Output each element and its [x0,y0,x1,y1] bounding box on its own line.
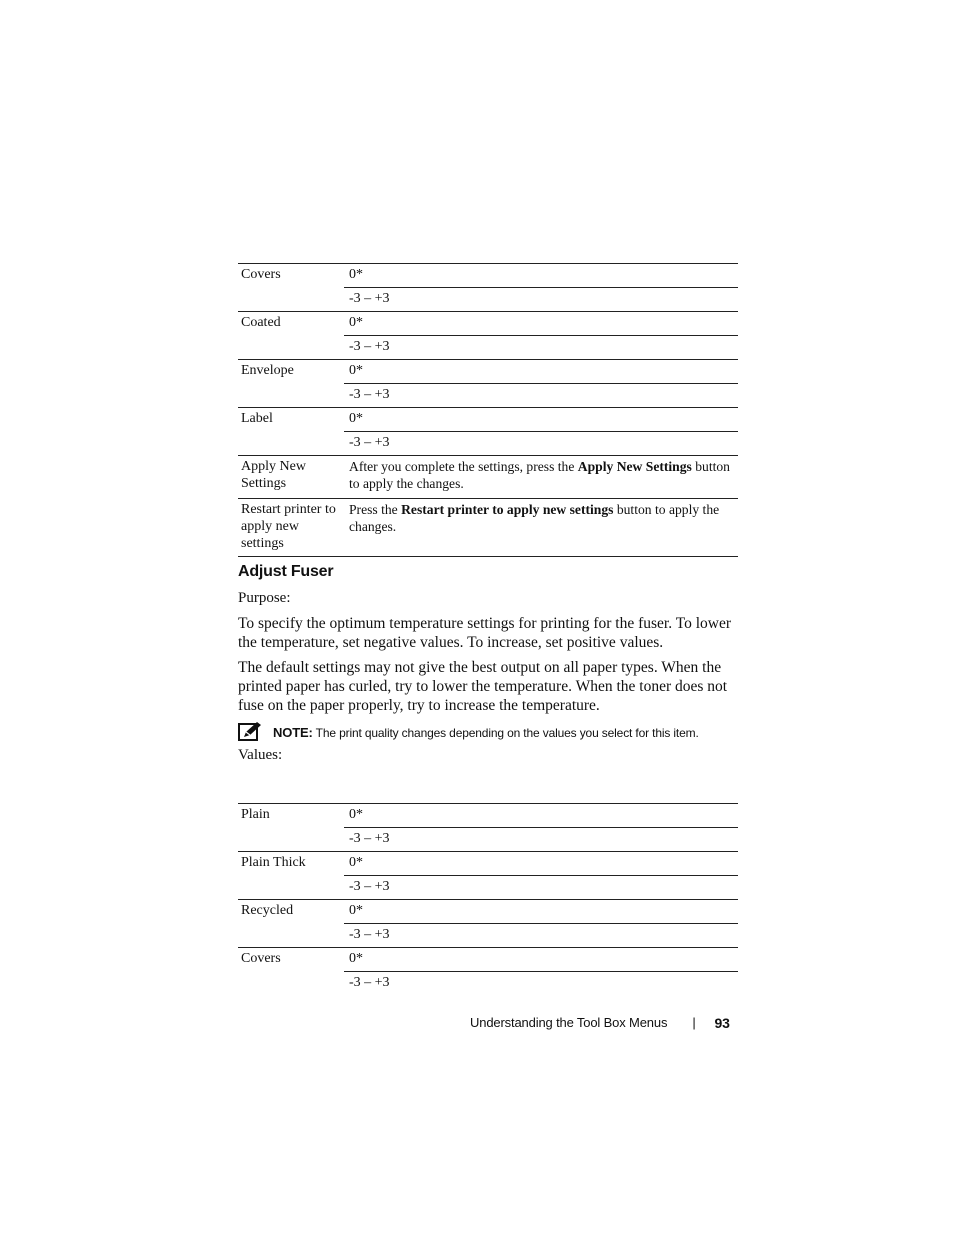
table-row-apply [238,455,738,498]
chapter-title: Understanding the Tool Box Menus [470,1015,668,1030]
default-value: 0* [349,807,363,822]
row-name: Plain [241,807,270,822]
default-value: 0* [349,411,363,426]
row-name: Apply New Settings [241,459,306,491]
default-value: 0* [349,951,363,966]
purpose-label: Purpose: [238,590,291,606]
fuser-values-table [238,803,738,995]
value-range: -3 – +3 [344,875,738,899]
table-row [238,407,738,455]
table-row [238,264,738,311]
row-name: Covers [241,951,281,966]
default-value: 0* [349,315,363,330]
note-box [238,722,738,742]
row-description: After you complete the settings, press the Apply New Settings button to apply the changes. [349,459,730,491]
row-name: Coated [241,315,281,330]
purpose-paragraph: To specify the optimum temperature settings for printing for the fuser. To lower the temperature, set negative values. To increase, set positive values. [238,615,731,651]
default-value: 0* [349,267,363,282]
row-name: Covers [241,267,281,282]
row-name: Label [241,411,273,426]
table-row [238,947,738,995]
row-name: Recycled [241,903,294,918]
value-range: -3 – +3 [344,383,738,407]
footer-separator: | [692,1015,696,1030]
row-name: Envelope [241,363,294,378]
default-value: 0* [349,903,363,918]
value-range: -3 – +3 [344,923,738,947]
value-range: -3 – +3 [344,431,738,455]
values-label: Values: [238,747,283,763]
default-value: 0* [349,363,363,378]
default-settings-paragraph: The default settings may not give the best output on all paper types. When the printed paper has curled, try to lower the temperature. When the toner does not fuse on the paper properly, try to increase the temperature. [238,659,728,714]
page-footer [470,1015,738,1031]
pencil-note-icon [238,722,262,742]
table-row [238,899,738,947]
row-name: Restart printer to apply new settings [241,502,336,551]
note-text: NOTE: The print quality changes depending on the values you select for this item. [273,724,699,740]
row-description: Press the Restart printer to apply new settings button to apply the changes. [349,502,720,534]
value-range: -3 – +3 [344,335,738,359]
table-row [238,359,738,407]
table-row [238,311,738,359]
value-range: -3 – +3 [344,287,738,311]
section-title: Adjust Fuser [238,563,334,580]
table-row [238,851,738,899]
table-row [238,804,738,851]
settings-table-top [238,263,738,557]
value-range: -3 – +3 [344,971,738,995]
default-value: 0* [349,855,363,870]
row-name: Plain Thick [241,855,306,870]
value-range: -3 – +3 [344,827,738,851]
page-number: 93 [714,1015,730,1031]
table-row-restart [238,498,738,556]
